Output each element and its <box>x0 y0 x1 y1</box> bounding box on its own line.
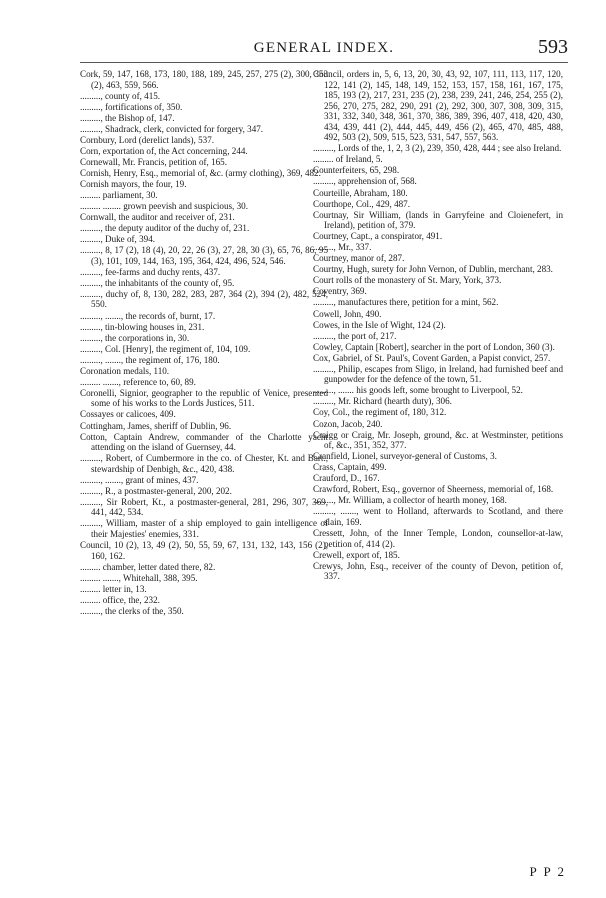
index-entry: Courtney, Capt., a conspirator, 491. <box>313 231 443 242</box>
index-entry: Crawford, Robert, Esq., governor of Sheerness, memorial of, 168. <box>313 484 554 495</box>
index-entry: ........., the inhabitants of the county of, 95. <box>80 277 235 288</box>
index-entry: ......... ......., reference to, 60, 89. <box>80 376 196 387</box>
index-entry: Cornwall, the auditor and receiver of, 231. <box>80 212 235 223</box>
index-entry: ........., ......., went to Holland, afterwards to Scotland, and there slain, 169. <box>313 506 563 527</box>
index-entry: ........., Mr., 337. <box>313 242 372 253</box>
index-entry: Cressett, John, of the Inner Temple, London, counsellor-at-law, petition of, 414 (2). <box>313 527 563 549</box>
index-entry: Cozon, Jacob, 240. <box>313 418 383 429</box>
index-entry: ......... parliament, 30. <box>80 190 158 201</box>
index-entry: Coventry, 369. <box>313 286 367 297</box>
index-entry: ........., 8, 17 (2), 18 (4), 20, 22, 26 (3), 27, 28, 30 (3), 65, 76, 86, 95 (3), 101, 109, 144, 163, 195, 364, 424, 496, 524, 546. <box>80 245 328 266</box>
index-entry: Courtney, manor of, 287. <box>313 253 405 264</box>
index-entry: Cotton, Captain Andrew, commander of the Charlotte yacht attending on the island of Guernsey, 44. <box>80 431 328 453</box>
index-entry: ........., the Bishop of, 147. <box>80 112 175 123</box>
printer-signature: P P 2 <box>529 864 566 879</box>
index-entry: ........., Robert, of Cumbermore in the co. of Chester, Kt. and Bart., stewardship of Denbigh, &c., 420, 438. <box>80 453 328 474</box>
index-entry: Court rolls of the monastery of St. Mary, York, 373. <box>313 275 502 286</box>
index-entry: Cowell, John, 490. <box>313 308 382 319</box>
index-entry: Crass, Captain, 499. <box>313 462 387 473</box>
index-entry: ......... of Ireland, 5. <box>313 154 383 165</box>
index-entry: ......... letter in, 13. <box>80 583 147 594</box>
index-entry: Cox, Gabriel, of St. Paul's, Covent Garden, a Papist convict, 257. <box>313 352 551 363</box>
index-entry: ........., Mr. William, a collector of hearth money, 168. <box>313 495 507 506</box>
index-entry: ........., tin-blowing houses in, 231. <box>80 321 205 332</box>
index-entry: ........., ......., the records of, burnt, 17. <box>80 310 216 321</box>
index-entry: Cossayes or calicoes, 409. <box>80 409 176 420</box>
index-entry: ......... ........ grown peevish and suspicious, 30. <box>80 201 248 212</box>
index-entry: ........., Duke of, 394. <box>80 234 156 245</box>
index-entry: Coronation medals, 110. <box>80 365 170 376</box>
index-entry: ........., William, master of a ship employed to gain intelligence of their Majesties' enemies, 331. <box>80 518 328 539</box>
page-number: 593 <box>538 36 568 58</box>
index-entry: Courteille, Abraham, 180. <box>313 187 408 198</box>
running-title: GENERAL INDEX. <box>253 40 395 56</box>
index-entry: ........., the port of, 217. <box>313 330 397 341</box>
index-entry: ........., the deputy auditor of the duchy of, 231. <box>80 223 250 234</box>
right-index-column <box>313 69 563 582</box>
index-entry: Coronelli, Signior, geographer to the republic of Venice, presented some of his works to the Lords Justices, 511. <box>80 387 328 409</box>
index-entry: ......... chamber, letter dated there, 82. <box>80 561 216 572</box>
index-entry: ........., Col. [Henry], the regiment of, 104, 109. <box>80 343 251 354</box>
index-entry: ........., ......., grant of mines, 437. <box>80 474 199 485</box>
index-entry: ........., ....... his goods left, some brought to Liverpool, 52. <box>313 385 523 396</box>
index-entry: ........., ......., the regiment of, 176, 180. <box>80 354 220 365</box>
index-entry: Council, orders in, 5, 6, 13, 20, 30, 43, 92, 107, 111, 113, 117, 120, 122, 141 (2), 145, 148, 149, 152, 153, 157, 158, 161, 167, 175, 185, 193 (2), 217, 231, 235 (2), 238, 239, 241, 246, 254, 255 (2), 256, 270, 275, 282, 290, 291 (2), 292, 300, 307, 308, 309, 315, 331, 332, 340, 348, 361, 370, 386, 389, 396, 407, 418, 420, 430, 434, 439, 441 (2), 444, 445, 449, 456 (2), 465, 470, 485, 488, 492, 503 (2), 509, 515, 523, 531, 547, 557, 563. <box>313 69 563 143</box>
index-entry: ........., Sir Robert, Kt., a postmaster-general, 281, 296, 307, 369, 441, 442, 534. <box>80 496 328 518</box>
index-entry: Cranfield, Lionel, surveyor-general of Customs, 3. <box>313 451 497 462</box>
index-entry: ......... office, the, 232. <box>80 594 160 605</box>
index-entry: ........., Lords of the, 1, 2, 3 (2), 239, 350, 428, 444 ; see also Ireland. <box>313 143 562 154</box>
index-entry: ........., R., a postmaster-general, 200, 202. <box>80 485 232 496</box>
index-entry: Courthope, Col., 429, 487. <box>313 198 410 209</box>
index-entry: ........., Mr. Richard (hearth duty), 306. <box>313 396 452 407</box>
index-entry: ........., manufactures there, petition for a mint, 562. <box>313 297 499 308</box>
index-entry: ........., Philip, escapes from Sligo, in Ireland, had furnished beef and gunpowder for the defence of the town, 51. <box>313 363 563 385</box>
index-entry: Cork, 59, 147, 168, 173, 180, 188, 189, 245, 257, 275 (2), 300, 353 (2), 463, 559, 566. <box>80 69 328 90</box>
left-index-column <box>80 69 328 617</box>
index-entry: Cowley, Captain [Robert], searcher in the port of London, 360 (3). <box>313 341 555 352</box>
index-entry: ........., the corporations in, 30. <box>80 332 190 343</box>
index-entry: ........., fee-farms and duchy rents, 437. <box>80 266 221 277</box>
index-entry: Cornbury, Lord (derelict lands), 537. <box>80 134 215 145</box>
index-entry: Corn, exportation of, the Act concerning, 244. <box>80 145 248 156</box>
index-entry: Counterfeiters, 65, 298. <box>313 165 400 176</box>
page-header <box>80 38 568 62</box>
index-entry: ........., the clerks of the, 350. <box>80 605 184 616</box>
index-entry: Cottingham, James, sheriff of Dublin, 96. <box>80 420 232 431</box>
index-entry: Cornish mayors, the four, 19. <box>80 178 187 189</box>
index-entry: Cowes, in the Isle of Wight, 124 (2). <box>313 319 446 330</box>
index-entry: Crauford, D., 167. <box>313 473 380 484</box>
index-entry: Coy, Col., the regiment of, 180, 312. <box>313 407 447 418</box>
index-entry: ........., Shadrack, clerk, convicted for forgery, 347. <box>80 123 264 134</box>
index-entry: Crewell, export of, 185. <box>313 549 400 560</box>
header-rule <box>80 62 568 63</box>
index-entry: Craigg or Craig, Mr. Joseph, ground, &c. at Westminster, petitions of, &c., 351, 352, 377. <box>313 429 563 451</box>
index-entry: Cornewall, Mr. Francis, petition of, 165. <box>80 156 227 167</box>
index-entry: ........., fortifications of, 350. <box>80 101 183 112</box>
index-entry: Courtnay, Sir William, (lands in Garryfeine and Cloienefert, in Ireland), petition of, 379. <box>313 209 563 231</box>
index-entry: Council, 10 (2), 13, 49 (2), 50, 55, 59, 67, 131, 132, 143, 156 (2), 160, 162. <box>80 540 328 561</box>
index-entry: Cornish, Henry, Esq., memorial of, &c. (army clothing), 369, 482. <box>80 167 321 178</box>
index-entry: Crewys, John, Esq., receiver of the county of Devon, petition of, 337. <box>313 560 563 582</box>
index-entry: ......... ......., Whitehall, 388, 395. <box>80 572 198 583</box>
index-entry: ........., county of, 415. <box>80 90 161 101</box>
index-entry: ........., apprehension of, 568. <box>313 176 417 187</box>
index-entry: ........., duchy of, 8, 130, 282, 283, 287, 364 (2), 394 (2), 482, 524, 550. <box>80 288 328 310</box>
index-entry: Courtny, Hugh, surety for John Vernon, of Dublin, merchant, 283. <box>313 264 553 275</box>
